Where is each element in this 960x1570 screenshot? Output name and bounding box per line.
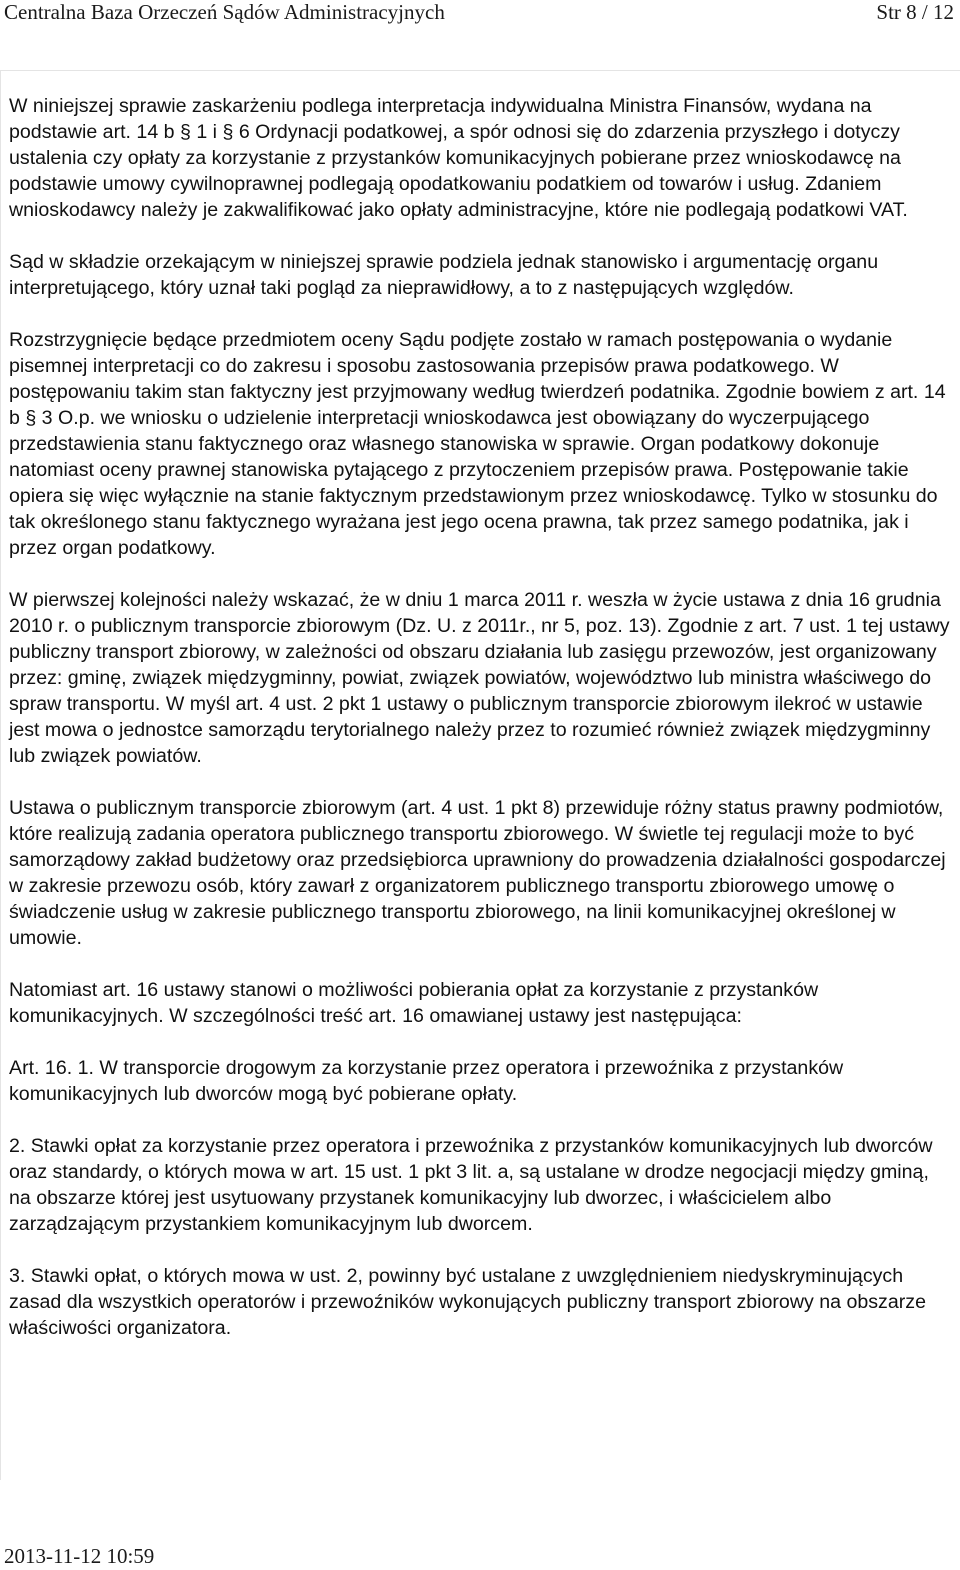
print-timestamp: 2013-11-12 10:59 [4,1544,155,1568]
page-counter: Str 8 / 12 [876,0,954,24]
paragraph-3: Rozstrzygnięcie będące przedmiotem oceny Sądu podjęte zostało w ramach postępowania o wydanie pisemnej interpretacji co do zakresu i sposobu zastosowania przepisów prawa podatkowego. W postępowaniu takim stan faktyczny jest przyjmowany według twierdzeń podatnika. Zgodnie bowiem z art. 14 b § 3 O.p. we wniosku o udzielenie interpretacji wnioskodawca jest obowiązany do wyczerpującego przedstawienia stanu faktycznego oraz własnego stanowiska w sprawie. Organ podatkowy dokonuje natomiast oceny prawnej stanowiska pytającego z przytoczeniem przepisów prawa. Postępowanie takie opiera się więc wyłącznie na stanie faktycznym przedstawionym przez wnioskodawcę. Tylko w stosunku do tak określonego stanu faktycznego wyrażana jest jego ocena prawna, tak przez samego podatnika, jak i przez organ podatkowy. [9,329,946,559]
paragraph-2: Sąd w składzie orzekającym w niniejszej sprawie podziela jednak stanowisko i argumentację organu interpretującego, który uznał taki pogląd za nieprawidłowy, a to z następujących względów. [9,251,879,299]
site-title: Centralna Baza Orzeczeń Sądów Administracyjnych [4,0,445,24]
paragraph-5: Ustawa o publicznym transporcie zbiorowym (art. 4 ust. 1 pkt 8) przewiduje różny status prawny podmiotów, które realizują zadania operatora publicznego transportu zbiorowego. W świetle tej regulacji może to być samorządowy zakład budżetowy oraz przedsiębiorca uprawniony do prowadzenia działalności gospodarczej w zakresie przewozu osób, który zawarł z organizatorem publicznego transportu zbiorowego umowę o świadczenie usług w zakresie publicznego transportu zbiorowego, na linii komunikacyjnej określonej w umowie. [9,797,946,949]
document-content [0,70,960,1480]
page-header [0,0,960,40]
document-body [1,71,960,1341]
paragraph-7: Art. 16. 1. W transporcie drogowym za korzystanie przez operatora i przewoźnika z przystanków komunikacyjnych lub dworców mogą być pobierane opłaty. [9,1057,844,1105]
paragraph-4: W pierwszej kolejności należy wskazać, że w dniu 1 marca 2011 r. weszła w życie ustawa z dnia 16 grudnia 2010 r. o publicznym transporcie zbiorowym (Dz. U. z 2011r., nr 5, poz. 13). Zgodnie z art. 7 ust. 1 tej ustawy publiczny transport zbiorowy, w zależności od obszaru działania lub zasięgu przewozów, jest organizowany przez: gminę, związek międzygminny, powiat, związek powiatów, województwo lub ministra właściwego do spraw transportu. W myśl art. 4 ust. 2 pkt 1 ustawy o publicznym transporcie zbiorowym ilekroć w ustawie jest mowa o jednostce samorządu terytorialnego należy przez to rozumieć również związek międzygminny lub związek powiatów. [9,589,950,767]
paragraph-8: 2. Stawki opłat za korzystanie przez operatora i przewoźnika z przystanków komunikacyjnych lub dworców oraz standardy, o których mowa w art. 15 ust. 1 pkt 3 lit. a, są ustalane w drodze negocjacji między gminą, na obszarze której jest usytuowany przystanek komunikacyjny lub dworzec, i właścicielem albo zarządzającym przystankiem komunikacyjnym lub dworcem. [9,1135,933,1235]
paragraph-1: W niniejszej sprawie zaskarżeniu podlega interpretacja indywidualna Ministra Finansów, wydana na podstawie art. 14 b § 1 i § 6 Ordynacji podatkowej, a spór odnosi się do zdarzenia przyszłego i dotyczy ustalenia czy opłaty za korzystanie z przystanków komunikacyjnych pobierane przez wnioskodawcę na podstawie umowy cywilnoprawnej podlegają opodatkowaniu podatkiem od towarów i usług. Zdaniem wnioskodawcy należy je zakwalifikować jako opłaty administracyjne, które nie podlegają podatkowi VAT. [9,95,908,221]
paragraph-9: 3. Stawki opłat, o których mowa w ust. 2, powinny być ustalane z uwzględnieniem niedyskryminujących zasad dla wszystkich operatorów i przewoźników wykonujących publiczny transport zbiorowy na obszarze właściwości organizatora. [9,1265,926,1339]
paragraph-6: Natomiast art. 16 ustawy stanowi o możliwości pobierania opłat za korzystanie z przystanków komunikacyjnych. W szczególności treść art. 16 omawianej ustawy jest następująca: [9,979,819,1027]
